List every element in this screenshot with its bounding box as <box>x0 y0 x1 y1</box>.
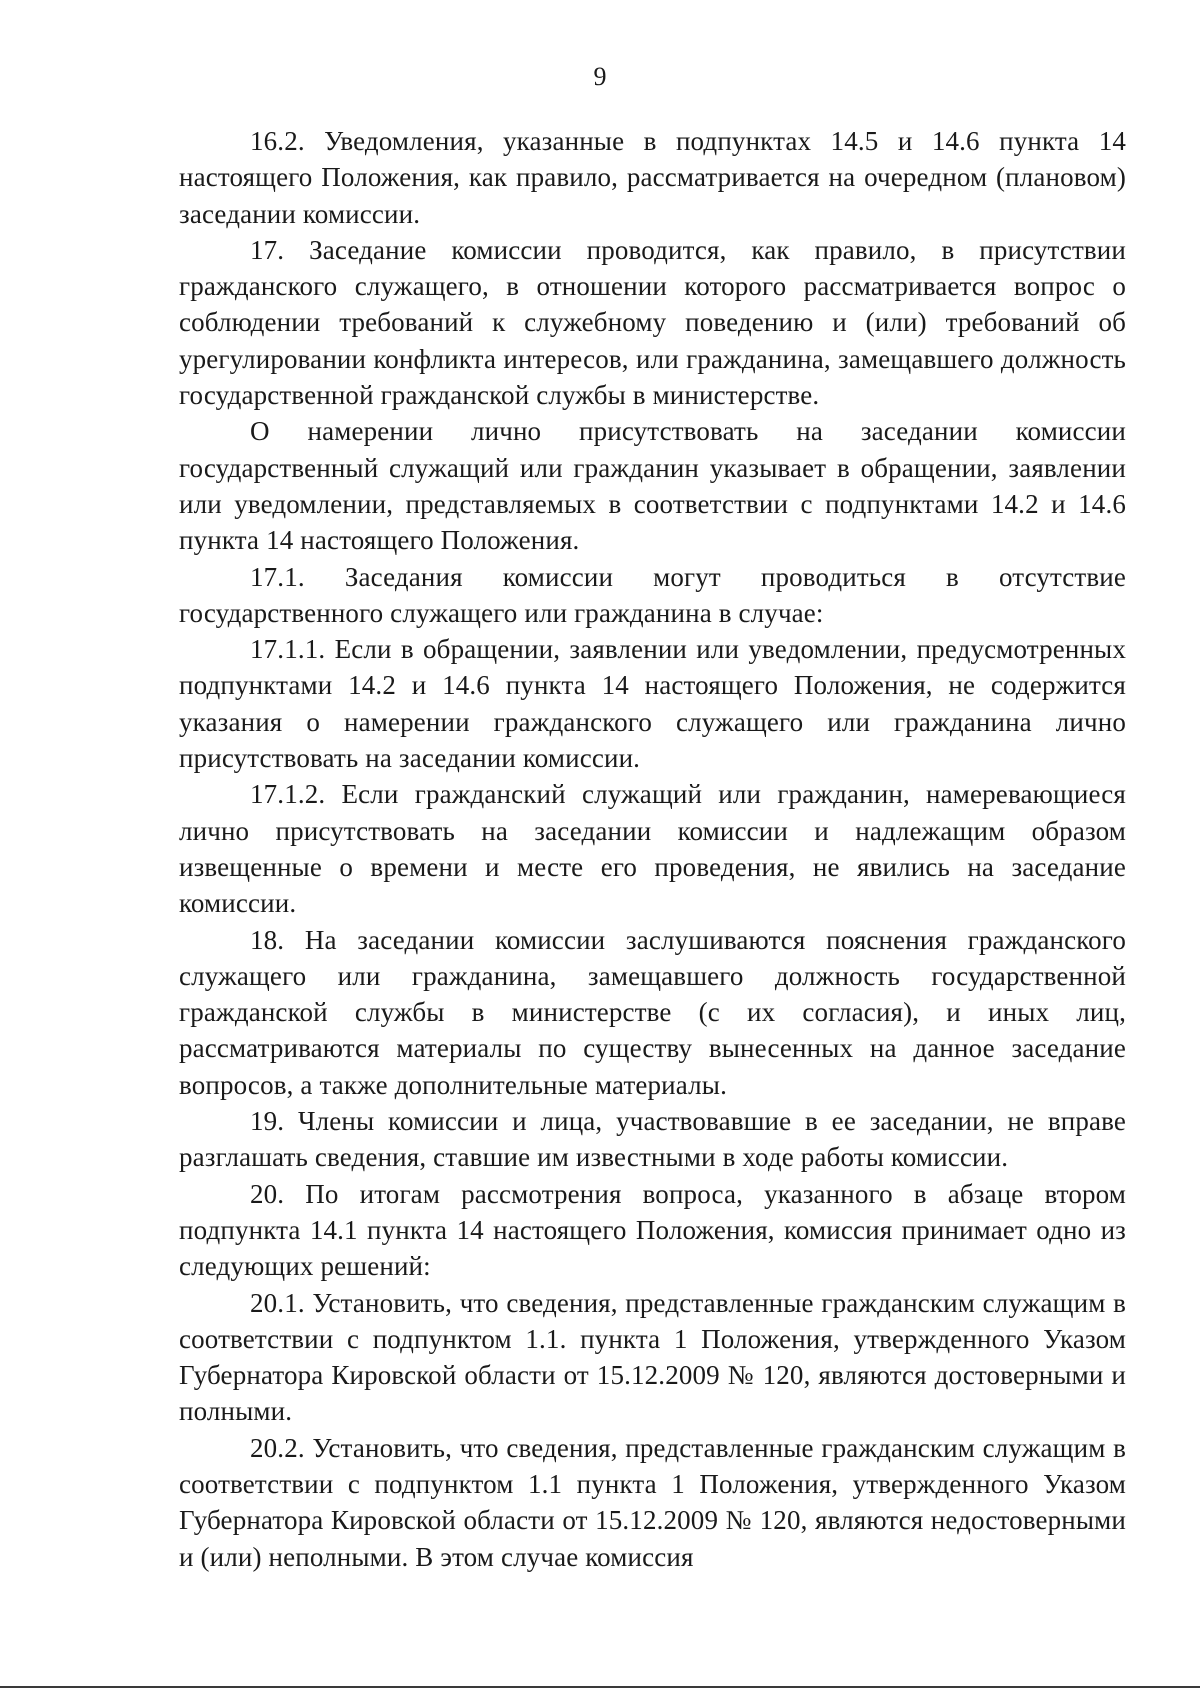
paragraph-18: 18. На заседании комиссии заслушиваются пояснения гражданского служащего или гражданина, замещавшего должность государственной гражданской службы в министерстве (с их согласия), и иных лиц, рассматриваются материалы по существу вынесенных на данное заседание вопросов, а также дополнительные материалы. <box>179 924 1126 1100</box>
page-bottom-edge <box>0 1686 1200 1688</box>
paragraph-17-1: 17.1. Заседания комиссии могут проводиться в отсутствие государственного служащего или гражданина в случае: <box>179 561 1126 628</box>
paragraph-16-2: 16.2. Уведомления, указанные в подпунктах 14.5 и 14.6 пункта 14 настоящего Положения, как правило, рассматривается на очередном (плановом) заседании комиссии. <box>179 126 1126 229</box>
page-number: 9 <box>593 62 607 91</box>
paragraph-19: 19. Члены комиссии и лица, участвовавшие в ее заседании, не вправе разглашать сведения, ставшие им известными в ходе работы комиссии. <box>179 1106 1126 1173</box>
paragraph-17-intent: О намерении лично присутствовать на заседании комиссии государственный служащий или гражданин указывает в обращении, заявлении или уведомлении, представляемых в соответствии с подпунктами 14.2 и 14.6 пункта 14 настоящего Положения. <box>179 416 1126 556</box>
paragraph-20-1: 20.1. Установить, что сведения, представленные гражданским служащим в соответствии с подпунктом 1.1. пункта 1 Положения, утвержденного Указом Губернатора Кировской области от 15.12.2009 № 120, являются достоверными и полными. <box>179 1287 1126 1427</box>
document-body <box>179 123 1126 1575</box>
paragraph-17-1-1: 17.1.1. Если в обращении, заявлении или уведомлении, предусмотренных подпунктами 14.2 и 14.6 пункта 14 настоящего Положения, не содержится указания о намерении гражданского служащего или гражданина лично присутствовать на заседании комиссии. <box>179 634 1126 774</box>
paragraph-20-2: 20.2. Установить, что сведения, представленные гражданским служащим в соответствии с подпунктом 1.1 пункта 1 Положения, утвержденного Указом Губернатора Кировской области от 15.12.2009 № 120, являются недостоверными и (или) неполными. В этом случае комиссия <box>179 1432 1126 1572</box>
paragraph-20: 20. По итогам рассмотрения вопроса, указанного в абзаце втором подпункта 14.1 пункта 14 настоящего Положения, комиссия принимает одно из следующих решений: <box>179 1178 1126 1282</box>
paragraph-17: 17. Заседание комиссии проводится, как правило, в присутствии гражданского служащего, в отношении которого рассматривается вопрос о соблюдении требований к служебному поведению и (или) требований об урегулировании конфликта интересов, или гражданина, замещавшего должность государственной гражданской службы в министерстве. <box>179 234 1126 411</box>
paragraph-17-1-2: 17.1.2. Если гражданский служащий или гражданин, намеревающиеся лично присутствовать на заседании комиссии и надлежащим образом извещенные о времени и месте его проведения, не явились на заседание комиссии. <box>179 779 1126 919</box>
